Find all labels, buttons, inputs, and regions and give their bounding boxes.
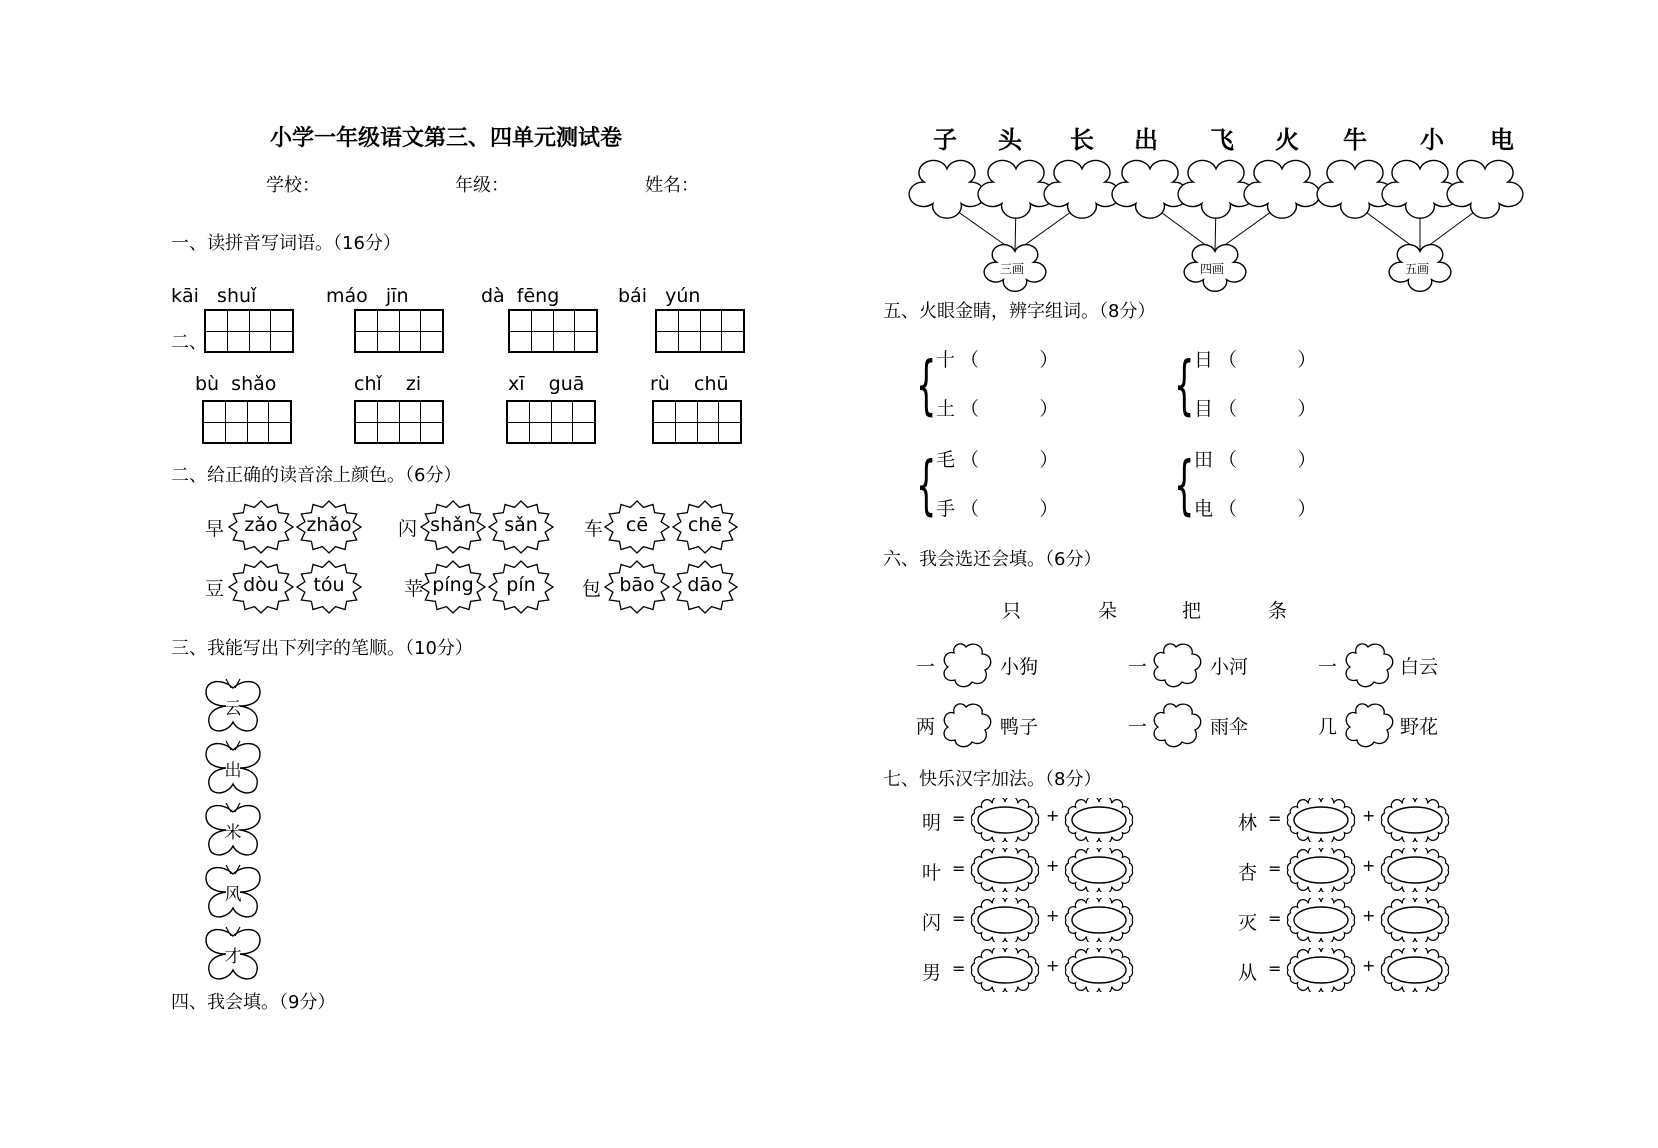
char-bank-item: 飞 [1210, 126, 1234, 154]
answer-oval[interactable] [968, 898, 1042, 942]
brace: { [1174, 449, 1195, 523]
pinyin-option-label: chē [687, 514, 723, 536]
target-char: 灭 [1238, 912, 1258, 934]
pinyin-option[interactable] [228, 560, 294, 614]
noun-word: 小河 [1210, 656, 1249, 678]
pinyin-option-label: sǎn [504, 514, 538, 536]
measure-word-option: 朵 [1098, 600, 1118, 622]
flower-blank[interactable] [1150, 702, 1202, 748]
stroke-count-label: 四画 [1200, 262, 1225, 276]
pinyin-kai-shui: kāi shuǐ [171, 285, 257, 307]
butterfly-char: 出 [224, 761, 242, 781]
target-char: 苹 [404, 578, 424, 600]
equals-sign: = [1268, 959, 1282, 978]
pinyin-option-label: cē [625, 514, 649, 536]
measure-word-option: 把 [1182, 600, 1202, 622]
char-bank-item: 火 [1275, 126, 1299, 154]
target-char: 林 [1238, 812, 1258, 834]
equals-sign: = [952, 959, 966, 978]
answer-oval[interactable] [1062, 848, 1136, 892]
section-2-heading: 二、给正确的读音涂上颜色。（6分） [171, 465, 462, 486]
target-char: 男 [922, 962, 942, 984]
name-label: 姓名： [645, 175, 699, 196]
section-6-heading: 六、我会选还会填。（6分） [883, 549, 1102, 570]
pinyin-option-label: píng [432, 574, 474, 596]
compare-char: 日 [1194, 349, 1214, 371]
pinyin-option[interactable] [420, 560, 486, 614]
noun-word: 野花 [1400, 716, 1439, 738]
page-title: 小学一年级语文第三、四单元测试卷 [270, 126, 623, 151]
target-char: 从 [1238, 962, 1258, 984]
answer-oval[interactable] [1284, 948, 1358, 992]
plus-sign: + [1046, 856, 1060, 875]
butterfly-box [202, 862, 264, 922]
pinyin-option-label: bāo [619, 574, 655, 596]
section-5-heading: 五、火眼金睛，辨字组词。（8分） [883, 301, 1156, 322]
writing-grid[interactable] [655, 309, 745, 353]
noun-word: 白云 [1400, 656, 1439, 678]
target-char: 明 [922, 812, 942, 834]
answer-blank[interactable]: （ ） [1218, 449, 1317, 471]
plus-sign: + [1362, 906, 1376, 925]
plus-sign: + [1046, 906, 1060, 925]
number-word: 几 [1318, 716, 1338, 738]
char-bank-item: 牛 [1343, 126, 1367, 154]
flower-blank[interactable] [978, 160, 1054, 218]
answer-oval[interactable] [968, 798, 1042, 842]
pinyin-option[interactable] [604, 500, 670, 554]
flower-blank[interactable] [1447, 160, 1523, 218]
grade-label: 年级： [455, 175, 509, 196]
flower-blank[interactable] [940, 702, 992, 748]
compare-char: 手 [936, 498, 956, 520]
writing-grid[interactable] [354, 400, 444, 444]
answer-oval[interactable] [1378, 948, 1452, 992]
answer-blank[interactable]: （ ） [960, 498, 1059, 520]
pinyin-option[interactable] [296, 500, 362, 554]
pinyin-option[interactable] [420, 500, 486, 554]
flower-blank[interactable] [940, 642, 992, 688]
plus-sign: + [1362, 856, 1376, 875]
compare-char: 目 [1194, 398, 1214, 420]
noun-word: 鸭子 [1000, 716, 1039, 738]
compare-char: 电 [1194, 498, 1214, 520]
target-char: 闪 [922, 912, 942, 934]
char-bank-item: 子 [933, 126, 957, 154]
row-prefix: 二、 [171, 332, 207, 353]
flower-blank[interactable] [1342, 702, 1394, 748]
section-7-heading: 七、快乐汉字加法。（8分） [883, 769, 1102, 790]
butterfly-char: 米 [224, 823, 242, 843]
writing-grid[interactable] [202, 400, 292, 444]
answer-oval[interactable] [1284, 898, 1358, 942]
pinyin-option[interactable] [604, 560, 670, 614]
pinyin-option-label: zǎo [244, 514, 278, 536]
equals-sign: = [952, 859, 966, 878]
target-char: 叶 [922, 862, 942, 884]
butterfly-char: 云 [224, 699, 242, 719]
answer-blank[interactable]: （ ） [960, 398, 1059, 420]
flower-blank[interactable] [1150, 642, 1202, 688]
butterfly-box [202, 676, 264, 736]
pinyin-mao-jin: máo jīn [326, 285, 409, 307]
flower-blank[interactable] [1044, 160, 1120, 218]
answer-blank[interactable]: （ ） [960, 349, 1059, 371]
number-word: 一 [1128, 656, 1148, 678]
pinyin-da-feng: dà fēng [481, 285, 560, 307]
target-char: 车 [584, 518, 604, 540]
writing-grid[interactable] [204, 309, 294, 353]
pinyin-option-label: dòu [243, 574, 279, 596]
butterfly-box [202, 800, 264, 860]
brace: { [916, 349, 937, 423]
section-1-heading: 一、读拼音写词语。（16分） [171, 233, 401, 254]
flower-blank[interactable] [909, 160, 985, 218]
answer-oval[interactable] [1284, 848, 1358, 892]
answer-oval[interactable] [968, 848, 1042, 892]
plus-sign: + [1046, 956, 1060, 975]
answer-oval[interactable] [968, 948, 1042, 992]
answer-blank[interactable]: （ ） [1218, 349, 1317, 371]
target-char: 杏 [1238, 862, 1258, 884]
pinyin-chi-zi: chǐ zi [354, 373, 422, 395]
char-bank-item: 长 [1070, 126, 1094, 154]
butterfly-char: 才 [224, 947, 242, 967]
tree-diagram [900, 152, 1560, 292]
compare-char: 土 [936, 398, 956, 420]
char-bank-item: 头 [998, 126, 1022, 154]
pinyin-option-label: pín [506, 574, 536, 596]
answer-oval[interactable] [1062, 798, 1136, 842]
noun-word: 雨伞 [1210, 716, 1249, 738]
flower-blank[interactable] [1112, 160, 1188, 218]
char-bank-item: 小 [1420, 126, 1444, 154]
char-bank-item: 出 [1134, 126, 1158, 154]
brace: { [1174, 349, 1195, 423]
number-word: 一 [1318, 656, 1338, 678]
equals-sign: = [952, 809, 966, 828]
answer-oval[interactable] [1378, 798, 1452, 842]
section-4-heading: 四、我会填。（9分） [171, 992, 336, 1013]
compare-char: 十 [936, 349, 956, 371]
flower-blank[interactable] [1244, 160, 1320, 218]
writing-grid[interactable] [506, 400, 596, 444]
answer-oval[interactable] [1062, 898, 1136, 942]
compare-char: 田 [1194, 449, 1214, 471]
pinyin-bai-yun: bái yún [618, 285, 701, 307]
answer-blank[interactable]: （ ） [960, 449, 1059, 471]
plus-sign: + [1046, 806, 1060, 825]
measure-word-option: 只 [1002, 600, 1022, 622]
pinyin-xi-gua: xī guā [508, 373, 585, 395]
pinyin-option-label: shǎn [430, 514, 476, 536]
stroke-count-label: 三画 [1000, 262, 1025, 276]
compare-char: 毛 [936, 449, 956, 471]
equals-sign: = [1268, 909, 1282, 928]
plus-sign: + [1362, 806, 1376, 825]
pinyin-option[interactable] [488, 500, 554, 554]
pinyin-option[interactable] [488, 560, 554, 614]
answer-oval[interactable] [1062, 948, 1136, 992]
answer-blank[interactable]: （ ） [1218, 498, 1317, 520]
measure-word-option: 条 [1268, 600, 1288, 622]
target-char: 包 [582, 578, 602, 600]
answer-oval[interactable] [1378, 848, 1452, 892]
flower-blank[interactable] [1317, 160, 1393, 218]
number-word: 两 [916, 716, 936, 738]
answer-oval[interactable] [1284, 798, 1358, 842]
stroke-count-label: 五画 [1405, 262, 1430, 276]
pinyin-option-label: zhǎo [306, 514, 352, 536]
noun-word: 小狗 [1000, 656, 1039, 678]
char-bank-item: 电 [1490, 126, 1514, 154]
butterfly-box [202, 738, 264, 798]
flower-blank[interactable] [1342, 642, 1394, 688]
section-3-heading: 三、我能写出下列字的笔顺。（10分） [171, 638, 473, 659]
pinyin-option[interactable] [672, 560, 738, 614]
target-char: 闪 [398, 518, 418, 540]
flower-blank[interactable] [1382, 160, 1458, 218]
equals-sign: = [1268, 809, 1282, 828]
pinyin-bu-shao: bù shǎo [195, 373, 277, 395]
pinyin-option-label: tóu [313, 574, 345, 596]
writing-grid[interactable] [354, 309, 444, 353]
pinyin-option-label: dāo [687, 574, 723, 596]
number-word: 一 [1128, 716, 1148, 738]
equals-sign: = [1268, 859, 1282, 878]
flower-blank[interactable] [1178, 160, 1254, 218]
writing-grid[interactable] [652, 400, 742, 444]
number-word: 一 [916, 656, 936, 678]
pinyin-ru-chu: rù chū [650, 373, 729, 395]
brace: { [916, 449, 937, 523]
target-char: 早 [205, 518, 225, 540]
pinyin-option[interactable] [672, 500, 738, 554]
target-char: 豆 [205, 578, 225, 600]
pinyin-option[interactable] [296, 560, 362, 614]
butterfly-box [202, 924, 264, 984]
writing-grid[interactable] [508, 309, 598, 353]
answer-oval[interactable] [1378, 898, 1452, 942]
plus-sign: + [1362, 956, 1376, 975]
answer-blank[interactable]: （ ） [1218, 398, 1317, 420]
pinyin-option[interactable] [228, 500, 294, 554]
butterfly-char: 风 [224, 885, 242, 905]
equals-sign: = [952, 909, 966, 928]
school-label: 学校： [266, 175, 320, 196]
